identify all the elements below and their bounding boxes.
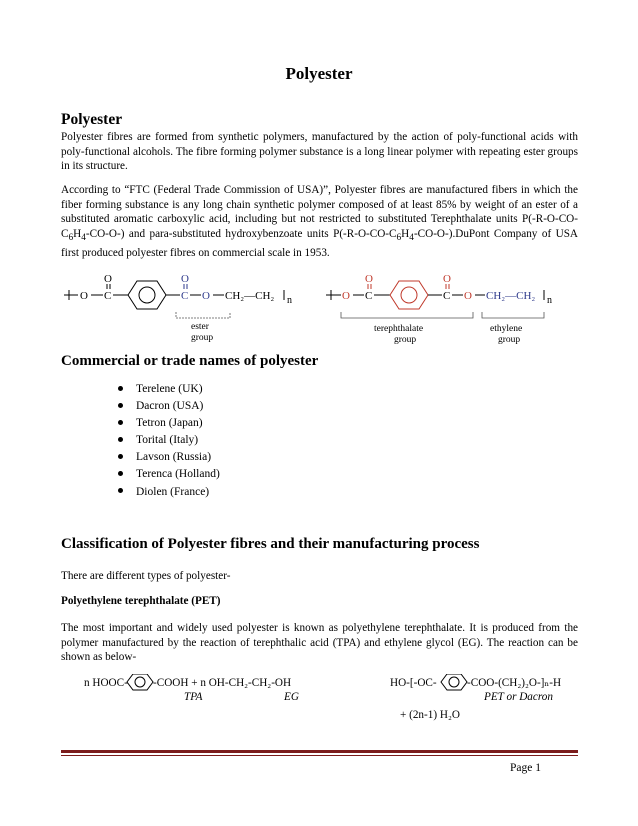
carbonyl-oxygen: O (443, 273, 451, 285)
document-title: Polyester (285, 64, 353, 83)
list-item: Terenca (Holland) (118, 466, 220, 483)
paragraph-definition: Polyester fibres are formed from synthetic polymers, manufactured by the action of poly-functional acids with poly-functional alcohols. The fibre forming polymer substance is a long linear polymer with repeating ester groups in its structure. (61, 131, 578, 173)
repeat-n: n (287, 295, 292, 306)
ethylene-chain: CH₂—CH₂ (225, 290, 275, 302)
carbon-atom: C (181, 290, 189, 302)
bullet-icon (118, 471, 123, 476)
ethylene-label: ethylene (490, 324, 523, 334)
page-number: Page 1 (510, 762, 541, 774)
ester-structure-left (64, 273, 292, 343)
benzene-ring-icon (127, 674, 153, 690)
label-tpa: TPA (184, 691, 203, 703)
ester-structure-right (326, 273, 552, 345)
ester-label-group: group (191, 333, 214, 343)
bullet-icon (118, 488, 123, 493)
terephthalate-label-group: group (394, 335, 417, 345)
bullet-icon (118, 420, 123, 425)
byproduct-water: + (2n-1) H₂O (400, 709, 460, 721)
reactant-hooc: n HOOC- (84, 677, 128, 689)
benzene-ring-icon (128, 281, 166, 309)
reaction-equation (58, 674, 598, 724)
types-intro: There are different types of polyester- (61, 570, 231, 582)
carbonyl-oxygen: O (365, 273, 373, 285)
carbonyl-oxygen: O (104, 273, 112, 285)
section-heading-classification: Classification of Polyester fibres and their manufacturing process (61, 536, 480, 552)
benzene-ring-icon (390, 281, 428, 309)
product-suffix: -COO-(CH₂)₂O-]ₙ-H (467, 677, 562, 689)
paragraph-pet: The most important and widely used polyester is known as polyethylene terephthalate. It is produced from the polymer manufactured by the reaction of terephthalic acid (TPA) and ethylene glycol (EG). The reaction can be shown as below- (61, 622, 578, 664)
list-item: Torital (Italy) (118, 432, 220, 449)
section-heading-trade-names: Commercial or trade names of polyester (61, 353, 319, 369)
label-eg: EG (284, 691, 299, 703)
bullet-icon (118, 454, 123, 459)
list-item: Dacron (USA) (118, 398, 220, 415)
oxygen-atom: O (342, 290, 350, 302)
carbon-atom: C (104, 290, 112, 302)
repeat-n: n (547, 295, 552, 306)
oxygen-atom: O (80, 290, 88, 302)
terephthalate-label: terephthalate (374, 324, 424, 334)
bullet-icon (118, 403, 123, 408)
carbon-atom: C (365, 290, 373, 302)
section-heading-polyester: Polyester (61, 111, 123, 128)
carbon-atom: C (443, 290, 451, 302)
oxygen-atom: O (464, 290, 472, 302)
bullet-icon (118, 386, 123, 391)
footer-rule (61, 750, 578, 753)
ethylene-chain: CH₂—CH₂ (486, 290, 536, 302)
ethylene-label-group: group (498, 335, 521, 345)
carbonyl-oxygen: O (181, 273, 189, 285)
benzene-ring-icon (441, 674, 467, 690)
reactant-cooh-eg: -COOH + n OH-CH₂-CH₂-OH (153, 677, 292, 689)
list-item: Diolen (France) (118, 484, 220, 501)
trade-names-list (118, 381, 220, 501)
footer-rule-thin (61, 755, 578, 756)
product-prefix: HO-[-OC- (390, 677, 437, 689)
list-item: Terelene (UK) (118, 381, 220, 398)
bullet-icon (118, 437, 123, 442)
paragraph-ftc: According to “FTC (Federal Trade Commission of USA)”, Polyester fibres are manufactured fibers in which the fiber forming substance is any long chain synthetic polymer composed of at least 85% by weight of an ester of a substituted aromatic carboxylic acid, including but not restricted to substituted Terephthalate units $P(-R-O-CO-C_6H_4-CO-O-)$ and para-substituted hydroxybenzoate units $P(-R-O-CO-C_6H_4-CO-O-).DuPont$ Company of USA first produced polyester fibres on commercial scale in 1953. (61, 184, 579, 259)
oxygen-atom: O (202, 290, 210, 302)
polyester-structure-diagram (58, 270, 598, 352)
list-item: Tetron (Japan) (118, 415, 220, 432)
ester-label: ester (191, 322, 209, 332)
list-item: Lavson (Russia) (118, 449, 220, 466)
pet-heading: Polyethylene terephthalate (PET) (61, 595, 221, 607)
label-pet: PET or Dacron (484, 691, 553, 703)
